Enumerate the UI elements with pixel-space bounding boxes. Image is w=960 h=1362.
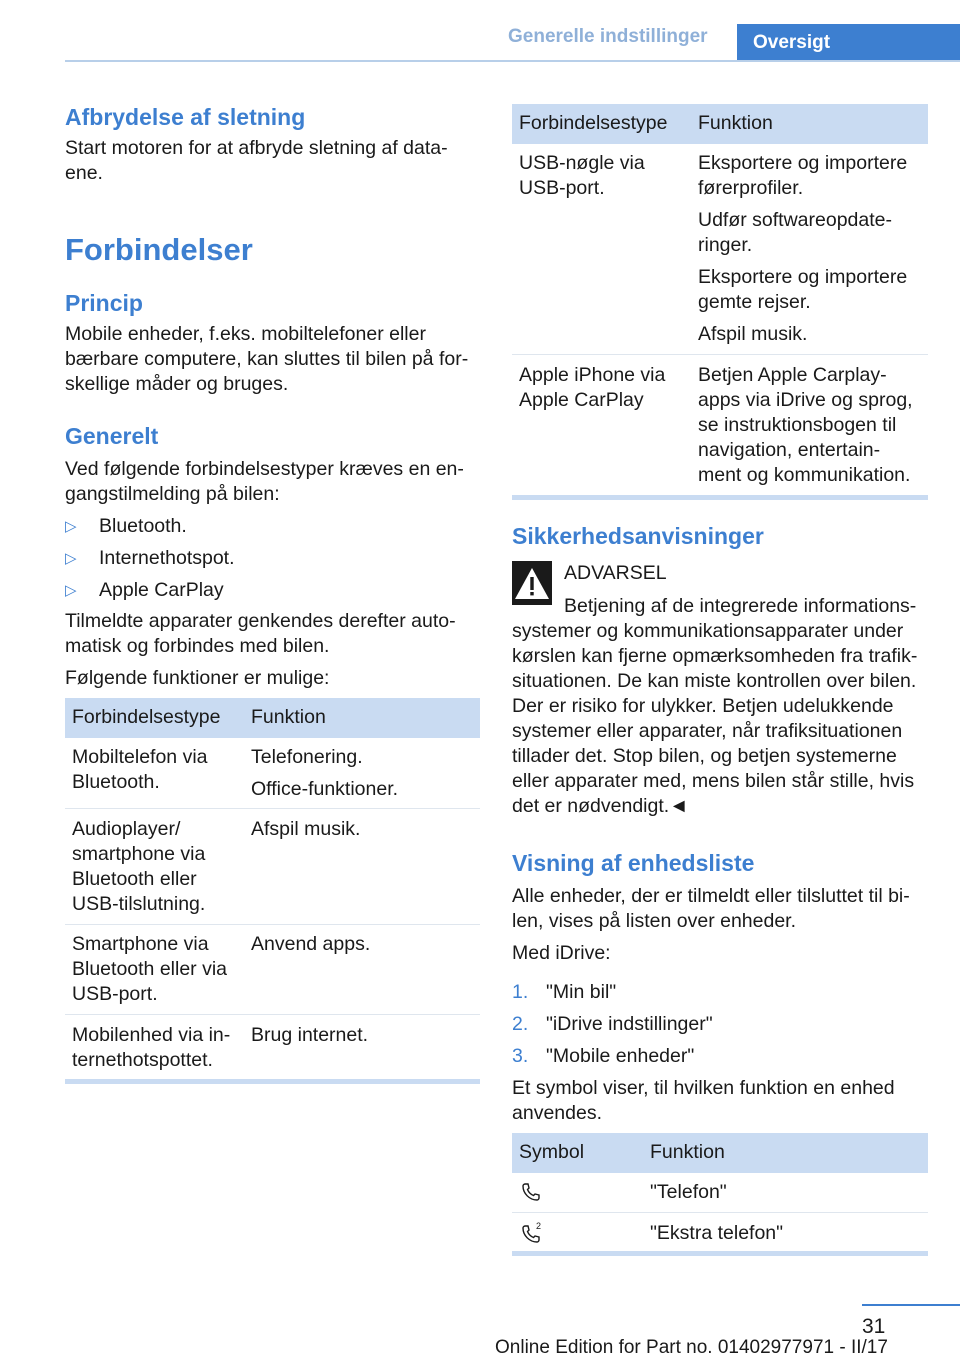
table-cell: Apple iPhone via — [519, 364, 666, 386]
table-cell: Udfør softwareopdate- — [698, 209, 893, 231]
footer-rule — [862, 1304, 960, 1306]
page-number: 31 — [862, 1315, 886, 1338]
afbrydelse-line-1: Start motoren for at afbryde sletning af data- — [65, 137, 448, 159]
table-cell: Telefonering. — [251, 746, 363, 768]
header-rule — [65, 60, 960, 62]
table-cell: "Ekstra telefon" — [650, 1222, 784, 1244]
warning-line-3: kørslen kan fjerne opmærksomheden fra trafik- — [512, 645, 918, 667]
step-number: 1. — [512, 981, 529, 1003]
table-cell: Betjen Apple Carplay- — [698, 364, 887, 386]
table-cell: førerprofiler. — [698, 177, 804, 199]
symbol-intro-line-1: Et symbol viser, til hvilken funktion en enhed — [512, 1077, 895, 1099]
table-row-separator — [512, 1212, 928, 1213]
table-cell: Mobiltelefon via — [72, 746, 208, 768]
table-header-type: Forbindelsestype — [72, 706, 221, 728]
bullet-marker-icon: ▷ — [65, 518, 77, 535]
table-cell: Afspil musik. — [251, 818, 361, 840]
visning-line-1: Alle enheder, der er tilmeldt eller tilsluttet til bi- — [512, 885, 910, 907]
phone-icon — [520, 1181, 542, 1208]
generelt-line-1: Ved følgende forbindelsestyper kræves en en- — [65, 458, 464, 480]
table-cell: USB-port. — [72, 983, 158, 1005]
table-cell: ment og kommunikation. — [698, 464, 911, 486]
princip-line-3: skellige måder og bruges. — [65, 373, 289, 395]
table-cell: "Telefon" — [650, 1181, 727, 1203]
table-header-type: Forbindelsestype — [519, 112, 668, 134]
connection-table-right — [512, 104, 928, 501]
table-cell: Anvend apps. — [251, 933, 371, 955]
table-cell: Apple CarPlay — [519, 389, 644, 411]
table-cell: se instruktionsbogen til — [698, 414, 897, 436]
table-cell: USB-nøgle via — [519, 152, 645, 174]
table-end-bar — [512, 1251, 928, 1256]
table-cell: gemte rejser. — [698, 291, 811, 313]
after-bullets-line-1: Tilmeldte apparater genkendes derefter auto- — [65, 610, 456, 632]
warning-line-8: eller apparater med, mens bilen står stille, hvis — [512, 770, 915, 792]
table-cell: Afspil musik. — [698, 323, 808, 345]
generelt-heading: Generelt — [65, 423, 159, 449]
table-cell: ringer. — [698, 234, 753, 256]
warning-triangle-icon — [512, 561, 552, 605]
table-cell: USB-tilslutning. — [72, 893, 206, 915]
warning-line-2: systemer og kommunikationsapparater under — [512, 620, 904, 642]
edition-text: Online Edition for Part no. 01402977971 - II/17 — [495, 1337, 888, 1358]
table-header-symbol: Symbol — [519, 1141, 585, 1163]
phone-2-icon — [520, 1221, 544, 1248]
warning-line-6: systemer eller apparater, når trafiksituationen — [512, 720, 903, 742]
sikkerhed-heading: Sikkerhedsanvisninger — [512, 523, 764, 549]
table-cell: USB-port. — [519, 177, 605, 199]
table-end-bar — [512, 495, 928, 500]
funktioner-intro: Følgende funktioner er mulige: — [65, 667, 330, 689]
table-header — [512, 1133, 928, 1173]
header-section-title: Generelle indstillinger — [508, 26, 708, 47]
table-cell: Mobilenhed via in- — [72, 1024, 231, 1046]
table-header — [512, 104, 928, 144]
after-bullets-line-2: matisk og forbindes med bilen. — [65, 635, 330, 657]
bullet-marker-icon: ▷ — [65, 582, 77, 599]
afbrydelse-line-2: ene. — [65, 162, 103, 184]
table-header-funktion: Funktion — [251, 706, 326, 728]
afbrydelse-heading: Afbrydelse af sletning — [65, 104, 306, 130]
symbol-intro-line-2: anvendes. — [512, 1102, 602, 1124]
table-cell: Audioplayer/ — [72, 818, 181, 840]
table-cell: Bluetooth eller — [72, 868, 197, 890]
table-cell: apps via iDrive og sprog, — [698, 389, 913, 411]
header-tab-label: Oversigt — [753, 32, 831, 53]
warning-line-1: Betjening af de integrerede informations- — [564, 595, 917, 617]
visning-line-2: len, vises på listen over enheder. — [512, 910, 797, 932]
princip-line-2: bærbare computere, kan sluttes til bilen på for- — [65, 348, 469, 370]
table-cell: Brug internet. — [251, 1024, 369, 1046]
table-cell: navigation, entertain- — [698, 439, 881, 461]
warning-label: ADVARSEL — [564, 562, 667, 584]
table-cell: Smartphone via — [72, 933, 209, 955]
table-cell: Eksportere og importere — [698, 152, 908, 174]
table-cell: Office-funktioner. — [251, 778, 399, 800]
table-row-separator — [65, 924, 480, 925]
table-header-funktion: Funktion — [650, 1141, 725, 1163]
table-header — [65, 698, 480, 738]
step-number: 3. — [512, 1045, 529, 1067]
header-tab-oversigt — [737, 24, 960, 61]
warning-line-4: situationen. De kan miste kontrollen over bilen. — [512, 670, 917, 692]
bullet-marker-icon: ▷ — [65, 550, 77, 567]
svg-text:2: 2 — [536, 1221, 542, 1231]
warning-line-7: tillader det. Stop bilen, og betjen systemerne — [512, 745, 897, 767]
connection-table-left — [65, 698, 480, 1088]
princip-heading: Princip — [65, 290, 143, 316]
table-cell: Bluetooth. — [72, 771, 160, 793]
warning-line-5: Der er risiko for ulykker. Betjen udelukkende — [512, 695, 894, 717]
princip-line-1: Mobile enheder, f.eks. mobiltelefoner eller — [65, 323, 426, 345]
table-row-separator — [65, 1014, 480, 1015]
table-header-funktion: Funktion — [698, 112, 773, 134]
visning-heading: Visning af enhedsliste — [512, 850, 755, 876]
table-cell: Bluetooth eller via — [72, 958, 228, 980]
table-cell: smartphone via — [72, 843, 206, 865]
table-row-separator — [512, 354, 928, 355]
warning-line-9: det er nødvendigt.◄ — [512, 795, 689, 817]
symbol-table — [512, 1133, 928, 1258]
forbindelser-heading: Forbindelser — [65, 232, 253, 267]
table-cell: ternethotspottet. — [72, 1049, 213, 1071]
step-number: 2. — [512, 1013, 529, 1035]
generelt-line-2: gangstilmelding på bilen: — [65, 483, 280, 505]
table-row-separator — [65, 808, 480, 809]
table-end-bar — [65, 1079, 480, 1084]
table-cell: Eksportere og importere — [698, 266, 908, 288]
idrive-intro: Med iDrive: — [512, 942, 611, 964]
